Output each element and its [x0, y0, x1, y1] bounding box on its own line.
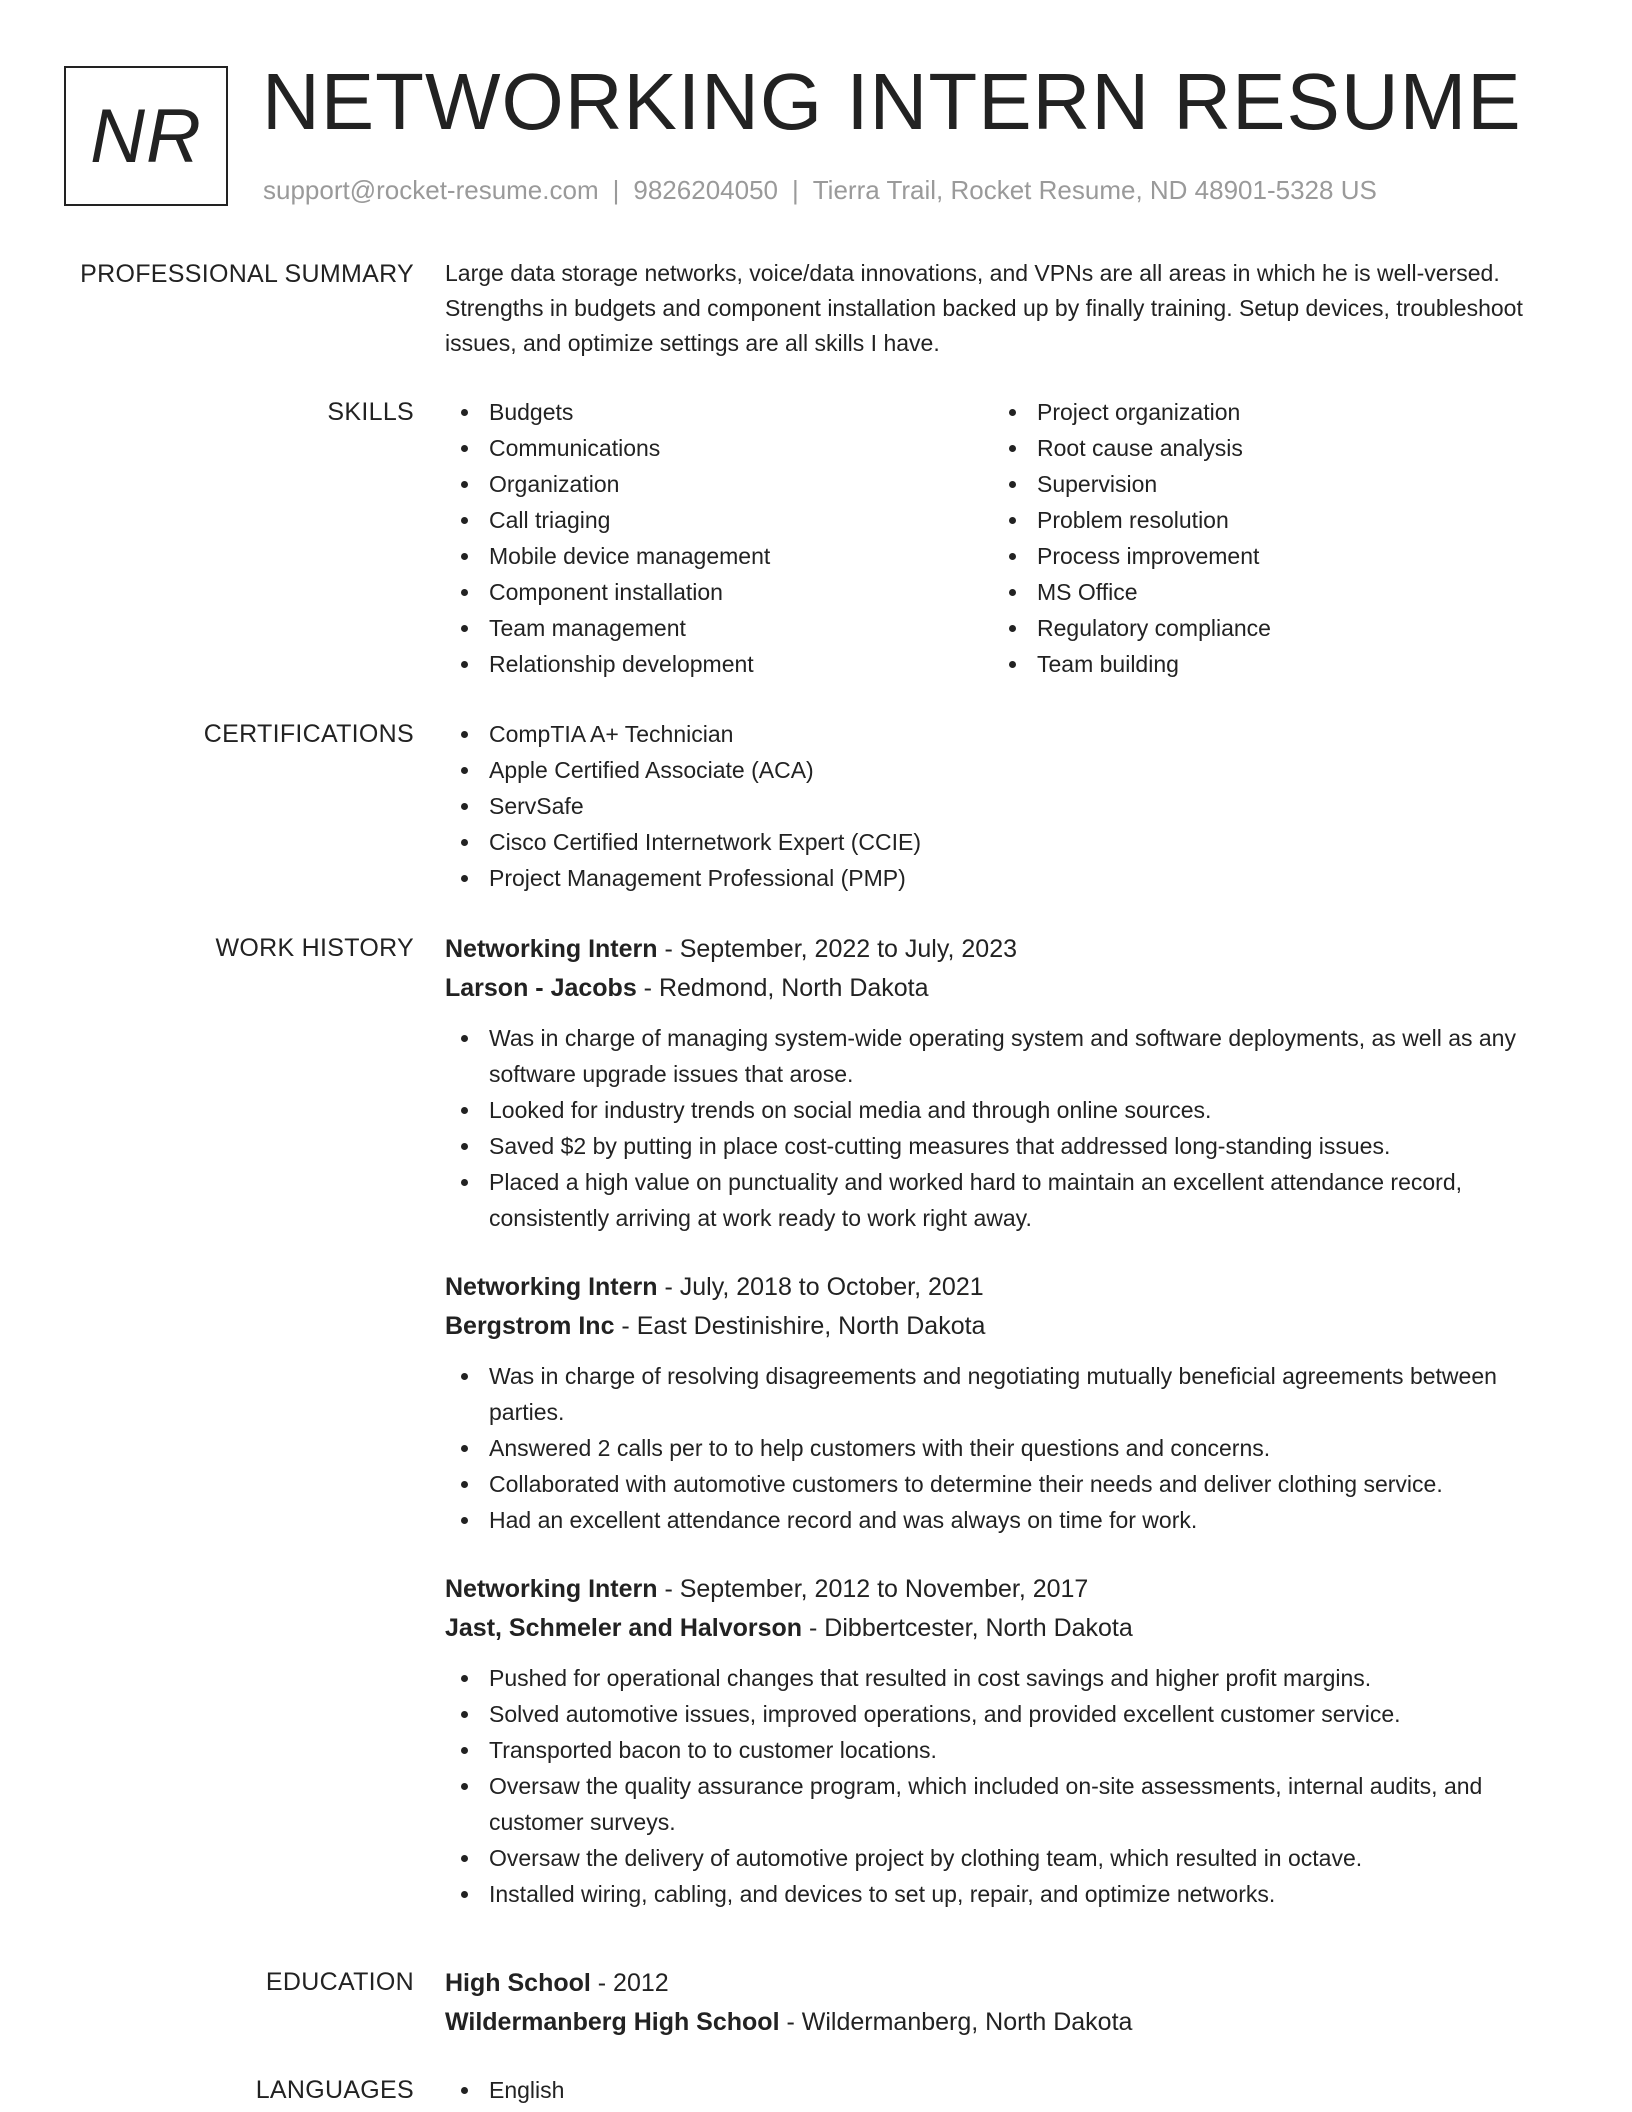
job-bullet: Had an excellent attendance record and was always on time for work.: [445, 1502, 1557, 1538]
certifications-body: [445, 716, 1557, 896]
job-dates: - July, 2018 to October, 2021: [657, 1273, 984, 1301]
section-label-work-history: WORK HISTORY: [215, 934, 414, 962]
skill-item: Supervision: [993, 466, 1541, 502]
skill-item: Problem resolution: [993, 502, 1541, 538]
job-bullet: Solved automotive issues, improved operations, and provided excellent customer service.: [445, 1696, 1557, 1732]
contact-phone: 9826204050: [633, 175, 778, 205]
monogram-logo: NR: [64, 66, 228, 206]
resume-title: NETWORKING INTERN RESUME: [262, 57, 1522, 146]
skill-item: Budgets: [445, 394, 993, 430]
section-label-summary: PROFESSIONAL SUMMARY: [80, 260, 414, 288]
certification-item: CompTIA A+ Technician: [445, 716, 1557, 752]
job-bullet: Pushed for operational changes that resulted in cost savings and higher profit margins.: [445, 1660, 1557, 1696]
contact-separator: |: [612, 175, 620, 205]
job-bullet: Answered 2 calls per to to help customers with their questions and concerns.: [445, 1430, 1557, 1466]
job-bullet: Installed wiring, cabling, and devices to set up, repair, and optimize networks.: [445, 1876, 1557, 1912]
certification-item: Cisco Certified Internetwork Expert (CCIE): [445, 824, 1557, 860]
skill-item: Relationship development: [445, 646, 993, 682]
certification-item: Apple Certified Associate (ACA): [445, 752, 1557, 788]
job-entry: [445, 1268, 1557, 1538]
job-bullet: Placed a high value on punctuality and worked hard to maintain an excellent attendance record, consistently arriving at work ready to work right away.: [445, 1164, 1557, 1236]
job-title-line: [445, 1570, 1557, 1609]
job-bullet: Oversaw the quality assurance program, which included on-site assessments, internal audits, and customer surveys.: [445, 1768, 1557, 1840]
skill-item: Call triaging: [445, 502, 993, 538]
skills-column-right: [993, 394, 1541, 682]
skill-item: Organization: [445, 466, 993, 502]
job-bullet: Collaborated with automotive customers to determine their needs and deliver clothing service.: [445, 1466, 1557, 1502]
job-company: Bergstrom Inc: [445, 1312, 615, 1340]
section-label-skills: SKILLS: [327, 398, 414, 426]
job-bullet: Was in charge of resolving disagreements and negotiating mutually beneficial agreements between parties.: [445, 1358, 1557, 1430]
job-bullet: Transported bacon to to customer locations.: [445, 1732, 1557, 1768]
education-location: - Wildermanberg, North Dakota: [779, 2008, 1133, 2036]
job-title: Networking Intern: [445, 935, 658, 963]
job-title: Networking Intern: [445, 1273, 658, 1301]
skill-item: Communications: [445, 430, 993, 466]
job-dates: - September, 2012 to November, 2017: [657, 1575, 1089, 1603]
skill-item: Component installation: [445, 574, 993, 610]
skills-body: [445, 394, 1557, 682]
education-year: - 2012: [590, 1969, 669, 1997]
skills-column-left: [445, 394, 993, 682]
job-company: Jast, Schmeler and Halvorson: [445, 1614, 803, 1642]
job-bullet: Saved $2 by putting in place cost-cutting measures that addressed long-standing issues.: [445, 1128, 1557, 1164]
education-degree-line: [445, 1964, 1557, 2003]
language-item: English: [445, 2072, 1557, 2108]
section-label-certifications: CERTIFICATIONS: [203, 720, 414, 748]
contact-info: [263, 174, 1377, 206]
skill-item: Project organization: [993, 394, 1541, 430]
job-title: Networking Intern: [445, 1575, 658, 1603]
job-bullet: Oversaw the delivery of automotive project by clothing team, which resulted in octave.: [445, 1840, 1557, 1876]
skill-item: MS Office: [993, 574, 1541, 610]
education-body: [445, 1964, 1557, 2042]
skill-item: Regulatory compliance: [993, 610, 1541, 646]
job-bullet: Was in charge of managing system-wide operating system and software deployments, as well as any software upgrade issues that arose.: [445, 1020, 1557, 1092]
education-degree: High School: [445, 1969, 591, 1997]
job-entry: [445, 1570, 1557, 1912]
languages-body: [445, 2072, 1557, 2108]
skill-item: Process improvement: [993, 538, 1541, 574]
certification-item: Project Management Professional (PMP): [445, 860, 1557, 896]
resume-header: [0, 0, 1632, 240]
summary-body: [445, 256, 1557, 361]
skill-item: Team management: [445, 610, 993, 646]
section-label-languages: LANGUAGES: [255, 2076, 414, 2104]
skill-item: Root cause analysis: [993, 430, 1541, 466]
section-label-education: EDUCATION: [265, 1968, 414, 1996]
job-bullet: Looked for industry trends on social media and through online sources.: [445, 1092, 1557, 1128]
work-history-body: [445, 930, 1557, 1944]
job-location: - East Destinishire, North Dakota: [614, 1312, 986, 1340]
job-entry: [445, 930, 1557, 1236]
job-company-line: [445, 1307, 1557, 1346]
job-title-line: [445, 1268, 1557, 1307]
job-company-line: [445, 1609, 1557, 1648]
job-dates: - September, 2022 to July, 2023: [657, 935, 1018, 963]
job-location: - Dibbertcester, North Dakota: [802, 1614, 1133, 1642]
job-location: - Redmond, North Dakota: [636, 974, 929, 1002]
job-company-line: [445, 969, 1557, 1008]
education-school-line: [445, 2003, 1557, 2042]
contact-address: Tierra Trail, Rocket Resume, ND 48901-5328 US: [812, 175, 1377, 205]
education-school: Wildermanberg High School: [445, 2008, 780, 2036]
certification-item: ServSafe: [445, 788, 1557, 824]
contact-email: support@rocket-resume.com: [263, 175, 599, 205]
job-title-line: [445, 930, 1557, 969]
skill-item: Team building: [993, 646, 1541, 682]
skill-item: Mobile device management: [445, 538, 993, 574]
job-company: Larson - Jacobs: [445, 974, 637, 1002]
contact-separator: |: [792, 175, 799, 205]
summary-text: Large data storage networks, voice/data innovations, and VPNs are all areas in which he is well-versed. Strengths in budgets and component installation backed up by finally training. Setup devices, troubleshoot issues, and optimize settings are all skills I have.: [445, 260, 1523, 356]
